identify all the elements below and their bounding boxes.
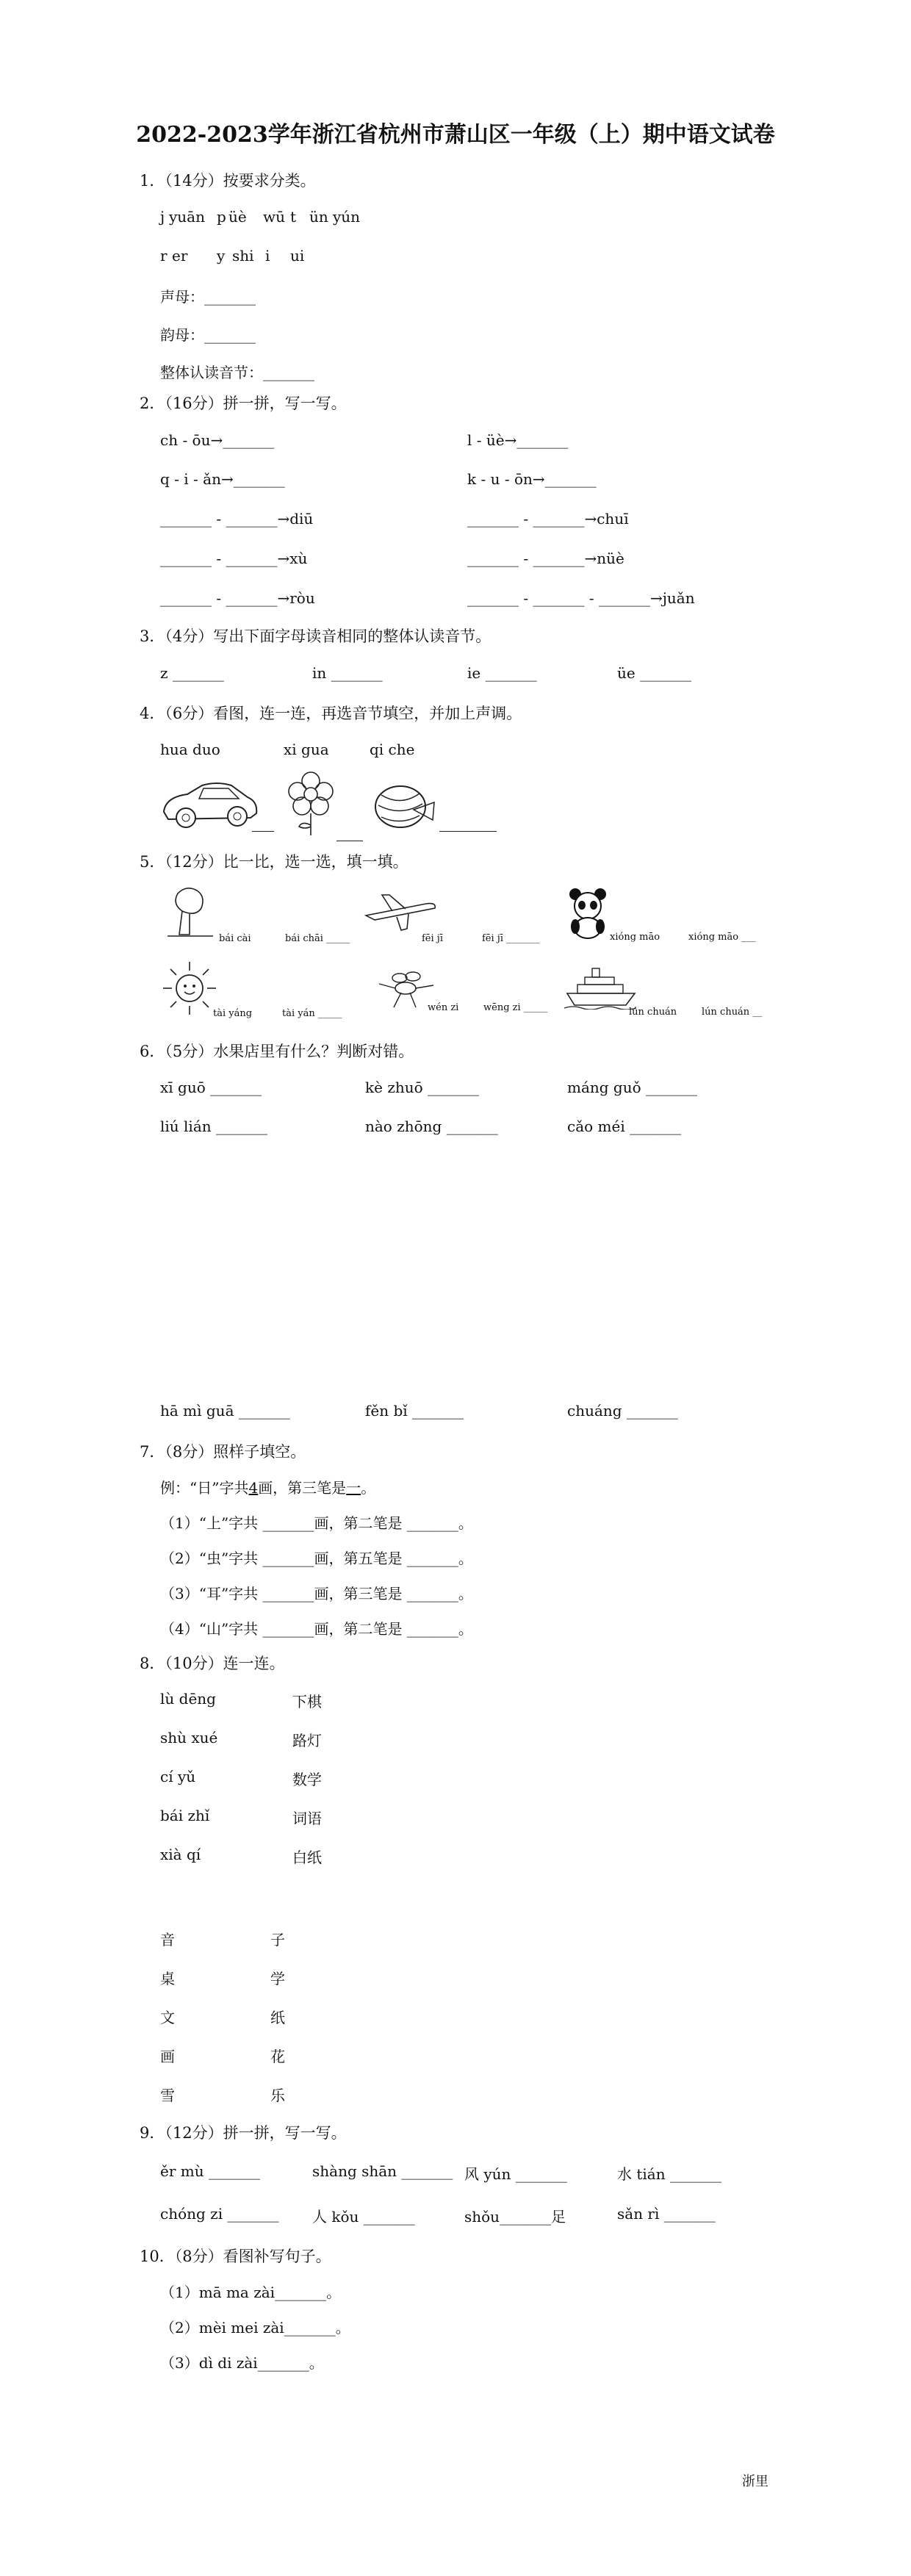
q3-item: z _______	[160, 664, 224, 682]
q5-option: bái chāi _____	[285, 933, 350, 944]
q1-answer-line: 声母：_______	[160, 288, 256, 306]
q7-example	[160, 1476, 375, 1497]
q6-heading: 6．（5分）水果店里有什么？判断对错。	[140, 1043, 414, 1060]
q4-word: xi gua	[284, 741, 329, 758]
q7-example-answer: 一	[346, 1479, 361, 1497]
sun-image	[160, 959, 219, 1018]
q7-example-prefix: 例：“日”字共	[160, 1479, 249, 1497]
q9-item: 人 kǒu _______	[312, 2208, 415, 2226]
flower-image	[281, 768, 340, 838]
q10-item: （2）mèi mei zài_______。	[160, 2319, 350, 2336]
q10-item: （3）dì di zài_______。	[160, 2354, 324, 2372]
q8-pinyin: lù dēng	[160, 1690, 216, 1708]
q8-char-left: 画	[160, 2048, 175, 2065]
q8-pinyin: bái zhǐ	[160, 1807, 210, 1824]
q6-item: máng guǒ _______	[567, 1079, 698, 1096]
q5-option: lún chuán	[629, 1007, 677, 1018]
q4-word: hua duo	[160, 741, 220, 758]
q8-word: 词语	[292, 1810, 322, 1827]
q9-item: 风 yún _______	[464, 2165, 567, 2183]
q2-item: ch - ōu→_______	[160, 431, 275, 449]
q9-item: ěr mù _______	[160, 2162, 260, 2180]
q2-item: q - i - ǎn→_______	[160, 470, 285, 488]
q5-option: wēng zi _____	[483, 1002, 548, 1013]
q4-heading: 4．（6分）看图，连一连，再选音节填空，并加上声调。	[140, 705, 522, 722]
q8-word: 下棋	[292, 1693, 322, 1710]
q9-item: shàng shān _______	[312, 2162, 453, 2180]
q1-letter: ün	[309, 208, 328, 226]
q1-letter: yuān	[169, 208, 205, 226]
q2-heading: 2．（16分）拼一拼，写一写。	[140, 395, 347, 412]
q7-item: （2）“虫”字共 _______画，第五笔是 _______。	[160, 1550, 473, 1567]
q1-letter: y	[217, 247, 226, 265]
q9-item: 水 tián _______	[617, 2165, 721, 2183]
q5-option: bái cài	[219, 933, 251, 944]
q1-letter: üè	[228, 208, 247, 226]
q8-char-left: 音	[160, 1931, 175, 1949]
q6-item: fěn bǐ _______	[365, 1402, 464, 1420]
q8-char-left: 雪	[160, 2087, 175, 2104]
q2-item: _______ - _______→xù	[160, 550, 308, 567]
q9-item: chóng zi _______	[160, 2205, 279, 2223]
q8-char-right: 乐	[270, 2087, 285, 2104]
q1-letter: j	[160, 208, 165, 226]
q9-heading: 9．（12分）拼一拼，写一写。	[140, 2124, 347, 2142]
car-image	[158, 775, 261, 834]
q2-item: _______ - _______→ròu	[160, 589, 315, 607]
q5-option: fēi jī _______	[482, 933, 540, 944]
q9-item: sǎn rì _______	[617, 2205, 716, 2223]
q6-item: chuáng _______	[567, 1402, 678, 1420]
page-title: 2022-2023学年浙江省杭州市萧山区一年级（上）期中语文试卷	[136, 122, 775, 148]
q8-char-left: 文	[160, 2009, 175, 2026]
q1-answer-line: 整体认读音节：_______	[160, 364, 314, 381]
q1-heading: 1．（14分）按要求分类。	[140, 172, 316, 190]
q1-letter: t	[290, 208, 297, 226]
q6-item: kè zhuō _______	[365, 1079, 480, 1096]
q8-pinyin: cí yǔ	[160, 1768, 196, 1785]
q5-option: xióng māo ___	[688, 932, 756, 943]
q1-letter: wū	[263, 208, 285, 226]
q1-letter: p	[217, 208, 226, 226]
q7-example-end: 。	[361, 1479, 376, 1497]
panda-image	[562, 885, 613, 940]
q5-option: fēi jī	[422, 933, 443, 944]
q8-char-left: 桌	[160, 1970, 175, 1987]
watermelon-image	[371, 780, 437, 832]
q3-item: ie _______	[467, 664, 537, 682]
q7-item: （3）“耳”字共 _______画，第三笔是 _______。	[160, 1585, 473, 1602]
q8-word: 数学	[292, 1771, 322, 1788]
q6-item: liú lián _______	[160, 1118, 267, 1135]
q7-item: （4）“山”字共 _______画，第二笔是 _______。	[160, 1620, 473, 1638]
q10-item: （1）mā ma zài_______。	[160, 2284, 342, 2301]
airplane-image	[360, 889, 441, 933]
answer-blank	[252, 831, 274, 832]
q1-letter: shi	[232, 247, 254, 265]
q3-item: üe _______	[617, 664, 692, 682]
q6-item: nào zhōng _______	[365, 1118, 498, 1135]
q1-letter: i	[265, 247, 270, 265]
q8-pinyin: shù xué	[160, 1729, 218, 1746]
answer-blank	[439, 831, 497, 832]
q1-answer-line: 韵母：_______	[160, 326, 256, 344]
q6-item: cǎo méi _______	[567, 1118, 682, 1135]
q10-heading: 10．（8分）看图补写句子。	[140, 2248, 331, 2265]
cabbage-image	[160, 882, 219, 940]
q6-item: hā mì guā _______	[160, 1402, 290, 1420]
q8-pinyin: xià qí	[160, 1846, 201, 1863]
q3-heading: 3．（4分）写出下面字母读音相同的整体认读音节。	[140, 627, 491, 645]
q7-example-count: 4	[248, 1479, 259, 1497]
q3-item: in _______	[312, 664, 383, 682]
q5-option: tài yáng	[213, 1008, 253, 1019]
ship-image	[564, 964, 638, 1010]
q2-item: _______ - _______→chuī	[467, 510, 629, 528]
q2-item: l - üè→_______	[467, 431, 569, 449]
q4-word: qi che	[370, 741, 415, 758]
q2-item: _______ - _______ - _______→juǎn	[467, 589, 695, 607]
q5-heading: 5．（12分）比一比，选一选，填一填。	[140, 853, 408, 871]
q5-option: tài yán _____	[282, 1008, 342, 1019]
q1-letter: yún	[333, 208, 361, 226]
q5-option: xióng māo	[610, 932, 660, 943]
q2-item: _______ - _______→diū	[160, 510, 314, 528]
q8-word: 路灯	[292, 1732, 322, 1749]
q8-heading: 8．（10分）连一连。	[140, 1655, 285, 1672]
q5-option: wén zi	[428, 1002, 459, 1013]
q8-char-right: 子	[270, 1931, 285, 1949]
q7-example-mid: 画，第三笔是	[258, 1479, 347, 1497]
q1-letter: ui	[290, 247, 305, 265]
q1-letter: er	[172, 247, 188, 265]
q7-heading: 7．（8分）照样子填空。	[140, 1443, 306, 1461]
q2-item: _______ - _______→nüè	[467, 550, 624, 567]
q1-letter: r	[160, 247, 168, 265]
q8-word: 白纸	[292, 1849, 322, 1866]
q9-item: shǒu_______足	[464, 2208, 566, 2226]
q5-option: lún chuán __	[702, 1007, 763, 1018]
q2-item: k - u - ōn→_______	[467, 470, 597, 488]
q8-char-right: 纸	[270, 2009, 285, 2026]
q8-char-right: 花	[270, 2048, 285, 2065]
q8-char-right: 学	[270, 1970, 285, 1987]
q7-item: （1）“上”字共 _______画，第二笔是 _______。	[160, 1514, 473, 1532]
q6-item: xī guō _______	[160, 1079, 262, 1096]
page-footer: 浙里	[742, 2474, 768, 2489]
